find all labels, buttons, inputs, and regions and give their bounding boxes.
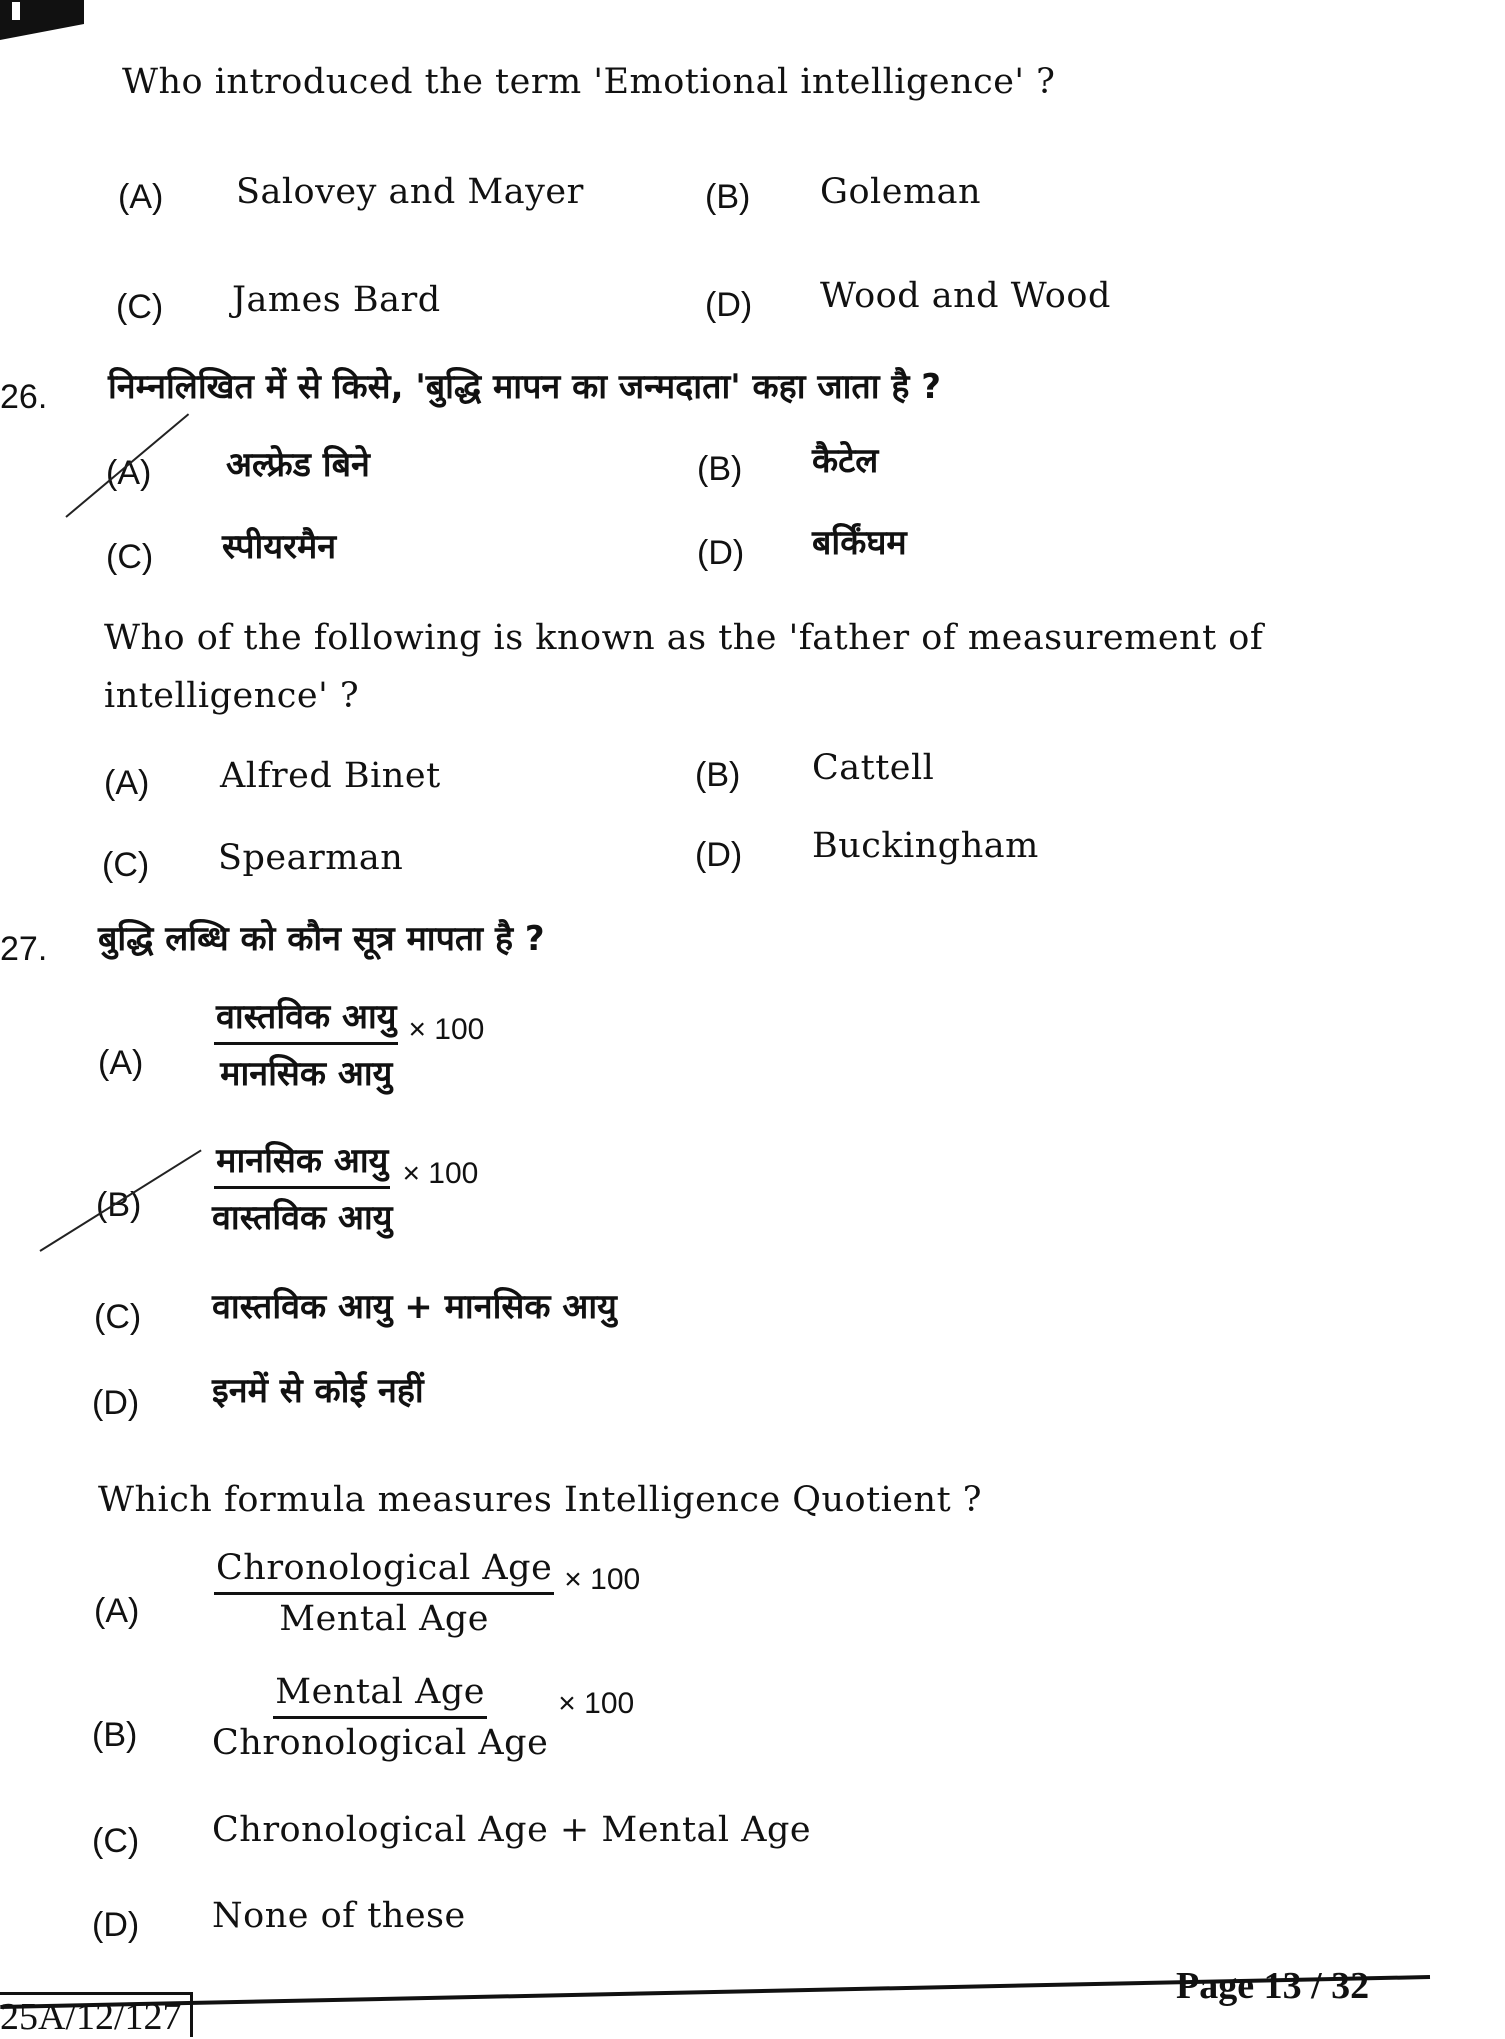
fraction-numerator: मानसिक आयु bbox=[214, 1136, 390, 1189]
q27-en-option-d-label: (D) bbox=[92, 1906, 140, 1944]
q27-en-option-b-label: (B) bbox=[92, 1716, 138, 1754]
q25-en-option-d: Wood and Wood bbox=[820, 276, 1111, 316]
q26-en-option-b: Cattell bbox=[812, 748, 935, 788]
q26-number: 26. bbox=[0, 378, 48, 416]
multiplier: × 100 bbox=[402, 1156, 479, 1190]
fraction-denominator: Mental Age bbox=[279, 1599, 490, 1639]
q27-hi-option-d: इनमें से कोई नहीं bbox=[212, 1371, 424, 1411]
q25-en-option-c-label: (C) bbox=[116, 288, 164, 326]
q27-hi-option-d-label: (D) bbox=[92, 1384, 140, 1422]
fraction-denominator: Chronological Age bbox=[212, 1723, 549, 1763]
q27-en-question: Which formula measures Intelligence Quotient ? bbox=[98, 1480, 983, 1520]
corner-tab-glyph bbox=[12, 2, 20, 20]
q25-en-question: Who introduced the term 'Emotional intelligence' ? bbox=[122, 62, 1056, 102]
multiplier: × 100 bbox=[558, 1686, 635, 1720]
pen-tick-mark-q27 bbox=[39, 1149, 201, 1251]
fraction-denominator: वास्तविक आयु bbox=[212, 1198, 393, 1238]
page-number: Page 13 / 32 bbox=[1176, 1965, 1370, 2007]
q27-hi-option-b-formula bbox=[212, 1136, 478, 1239]
q27-en-option-a-label: (A) bbox=[94, 1592, 140, 1630]
q27-hi-option-c-label: (C) bbox=[94, 1298, 142, 1336]
q26-hi-option-d: बर्किंघम bbox=[812, 523, 907, 563]
q25-en-option-d-label: (D) bbox=[705, 286, 753, 324]
fraction-numerator: Mental Age bbox=[273, 1672, 487, 1719]
q26-hi-option-c: स्पीयरमैन bbox=[222, 527, 337, 567]
q26-en-option-d: Buckingham bbox=[812, 826, 1039, 866]
q27-hi-option-c: वास्तविक आयु + मानसिक आयु bbox=[212, 1287, 617, 1327]
q26-hi-option-b: कैटेल bbox=[812, 441, 879, 481]
booklet-code: 25A/12/127 bbox=[0, 1992, 193, 2037]
corner-tab-marker bbox=[0, 0, 84, 40]
q27-en-option-c-label: (C) bbox=[92, 1822, 140, 1860]
q26-hi-question: निम्नलिखित में से किसे, 'बुद्धि मापन का जन्मदाता' कहा जाता है ? bbox=[108, 367, 942, 407]
q26-en-option-a-label: (A) bbox=[104, 764, 150, 802]
q27-en-option-c: Chronological Age + Mental Age bbox=[212, 1810, 812, 1850]
q27-en-option-b-formula bbox=[212, 1672, 634, 1763]
q27-hi-option-a-formula bbox=[214, 992, 484, 1095]
q25-en-option-c: James Bard bbox=[232, 280, 441, 320]
q26-hi-option-d-label: (D) bbox=[697, 534, 745, 572]
q26-en-question-line1: Who of the following is known as the 'father of measurement of bbox=[104, 618, 1264, 658]
q27-en-option-d: None of these bbox=[212, 1896, 466, 1936]
q25-en-option-b-label: (B) bbox=[705, 178, 751, 216]
q27-hi-question: बुद्धि लब्धि को कौन सूत्र मापता है ? bbox=[98, 919, 545, 959]
fraction-denominator: मानसिक आयु bbox=[220, 1054, 393, 1094]
q26-hi-option-a: अल्फ्रेड बिने bbox=[226, 445, 370, 485]
q25-en-option-b: Goleman bbox=[820, 172, 982, 212]
q25-en-option-a: Salovey and Mayer bbox=[236, 172, 584, 212]
q27-number: 27. bbox=[0, 930, 48, 968]
q26-en-option-c: Spearman bbox=[218, 838, 404, 878]
q26-en-option-b-label: (B) bbox=[695, 756, 741, 794]
multiplier: × 100 bbox=[408, 1012, 485, 1046]
multiplier: × 100 bbox=[564, 1562, 641, 1596]
q27-hi-option-a-label: (A) bbox=[98, 1044, 144, 1082]
q27-hi-option-b-label: (B) bbox=[96, 1186, 142, 1224]
q26-hi-option-a-label: (A) bbox=[106, 454, 152, 492]
fraction-numerator: Chronological Age bbox=[214, 1548, 554, 1595]
q27-en-option-a-formula bbox=[214, 1548, 640, 1639]
q26-hi-option-c-label: (C) bbox=[106, 538, 154, 576]
q26-en-option-a: Alfred Binet bbox=[220, 756, 441, 796]
fraction-numerator: वास्तविक आयु bbox=[214, 992, 398, 1045]
q26-hi-option-b-label: (B) bbox=[697, 450, 743, 488]
pen-tick-mark-q26 bbox=[65, 413, 189, 517]
q26-en-question-line2: intelligence' ? bbox=[104, 676, 360, 716]
q26-en-option-c-label: (C) bbox=[102, 846, 150, 884]
q26-en-option-d-label: (D) bbox=[695, 836, 743, 874]
q25-en-option-a-label: (A) bbox=[118, 178, 164, 216]
